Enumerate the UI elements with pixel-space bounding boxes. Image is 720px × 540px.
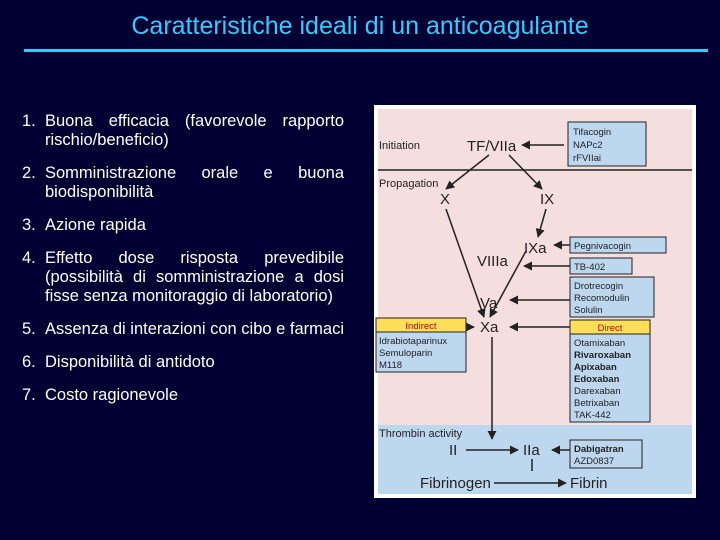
item-number: 6. xyxy=(22,353,36,371)
item-text: Costo ragionevole xyxy=(45,386,178,404)
item-text: Buona efficacia (favorevole rapporto rischio/beneficio) xyxy=(45,112,344,149)
direct-header: Direct xyxy=(597,323,623,334)
item-text: Azione rapida xyxy=(45,216,146,234)
list-item xyxy=(22,249,344,306)
drug-label: AZD0837 xyxy=(574,456,615,467)
drug-label: Darexaban xyxy=(574,386,621,397)
factor-x-node: X xyxy=(440,191,451,208)
propagation-label: Propagation xyxy=(379,178,439,190)
drug-label: Tifacogin xyxy=(573,127,612,138)
drug-label: Idrabiotaparinux xyxy=(379,336,448,347)
list-item xyxy=(22,353,344,372)
list-item xyxy=(22,320,344,339)
tf-viia-node: TF/VIIa xyxy=(467,138,517,155)
indirect-header: Indirect xyxy=(405,321,437,332)
drug-label: TB-402 xyxy=(574,262,606,273)
thrombin-activity-label: Thrombin activity xyxy=(379,428,463,440)
drug-label: Dabigatran xyxy=(574,444,624,455)
drug-label: Edoxaban xyxy=(574,374,620,385)
factor-ix-node: IX xyxy=(540,191,555,208)
factor-ii-node: II xyxy=(449,442,458,459)
list-item xyxy=(22,386,344,405)
factor-xa-node: Xa xyxy=(480,319,499,336)
fibrinogen-node: Fibrinogen xyxy=(420,475,491,492)
drug-label: Apixaban xyxy=(574,362,617,373)
list-item xyxy=(22,164,344,202)
drug-label: Semuloparin xyxy=(379,348,433,359)
drug-label: M118 xyxy=(379,360,403,371)
features-list xyxy=(22,112,344,419)
drug-label: Solulin xyxy=(574,305,603,316)
drug-label: Pegnivacogin xyxy=(574,241,632,252)
drug-label: Betrixaban xyxy=(574,398,620,409)
factor-viiia-node: VIIIa xyxy=(477,253,508,270)
item-number: 1. xyxy=(22,112,36,130)
list-item xyxy=(22,216,344,235)
coagulation-cascade-diagram xyxy=(374,105,696,498)
item-text: Disponibilità di antidoto xyxy=(45,353,215,371)
slide-title: Caratteristiche ideali di un anticoagulante xyxy=(131,12,589,40)
item-number: 5. xyxy=(22,320,36,338)
drug-label: Otamixaban xyxy=(574,338,626,349)
drug-label: Rivaroxaban xyxy=(574,350,632,361)
initiation-label: Initiation xyxy=(379,140,420,152)
list-item xyxy=(22,112,344,150)
drug-label: Drotrecogin xyxy=(574,281,624,292)
title-underline xyxy=(24,49,708,52)
factor-va-node: Va xyxy=(480,295,498,312)
drug-label: TAK-442 xyxy=(574,410,611,421)
fibrin-node: Fibrin xyxy=(570,475,608,492)
item-text: Somministrazione orale e buona biodisponibilità xyxy=(45,164,344,201)
drug-label: NAPc2 xyxy=(573,140,603,151)
item-text: Effetto dose risposta prevedibile (possibilità di somministrazione a dosi fisse senza monitoraggio di laboratorio) xyxy=(45,249,344,305)
drug-label: Recomodulin xyxy=(574,293,630,304)
item-number: 7. xyxy=(22,386,36,404)
factor-ixa-node: IXa xyxy=(524,240,547,257)
drug-label: rFVIIai xyxy=(573,153,601,164)
item-number: 4. xyxy=(22,249,36,267)
item-number: 3. xyxy=(22,216,36,234)
item-text: Assenza di interazioni con cibo e farmaci xyxy=(45,320,344,338)
factor-iia-node: IIa xyxy=(523,442,540,459)
item-number: 2. xyxy=(22,164,36,182)
